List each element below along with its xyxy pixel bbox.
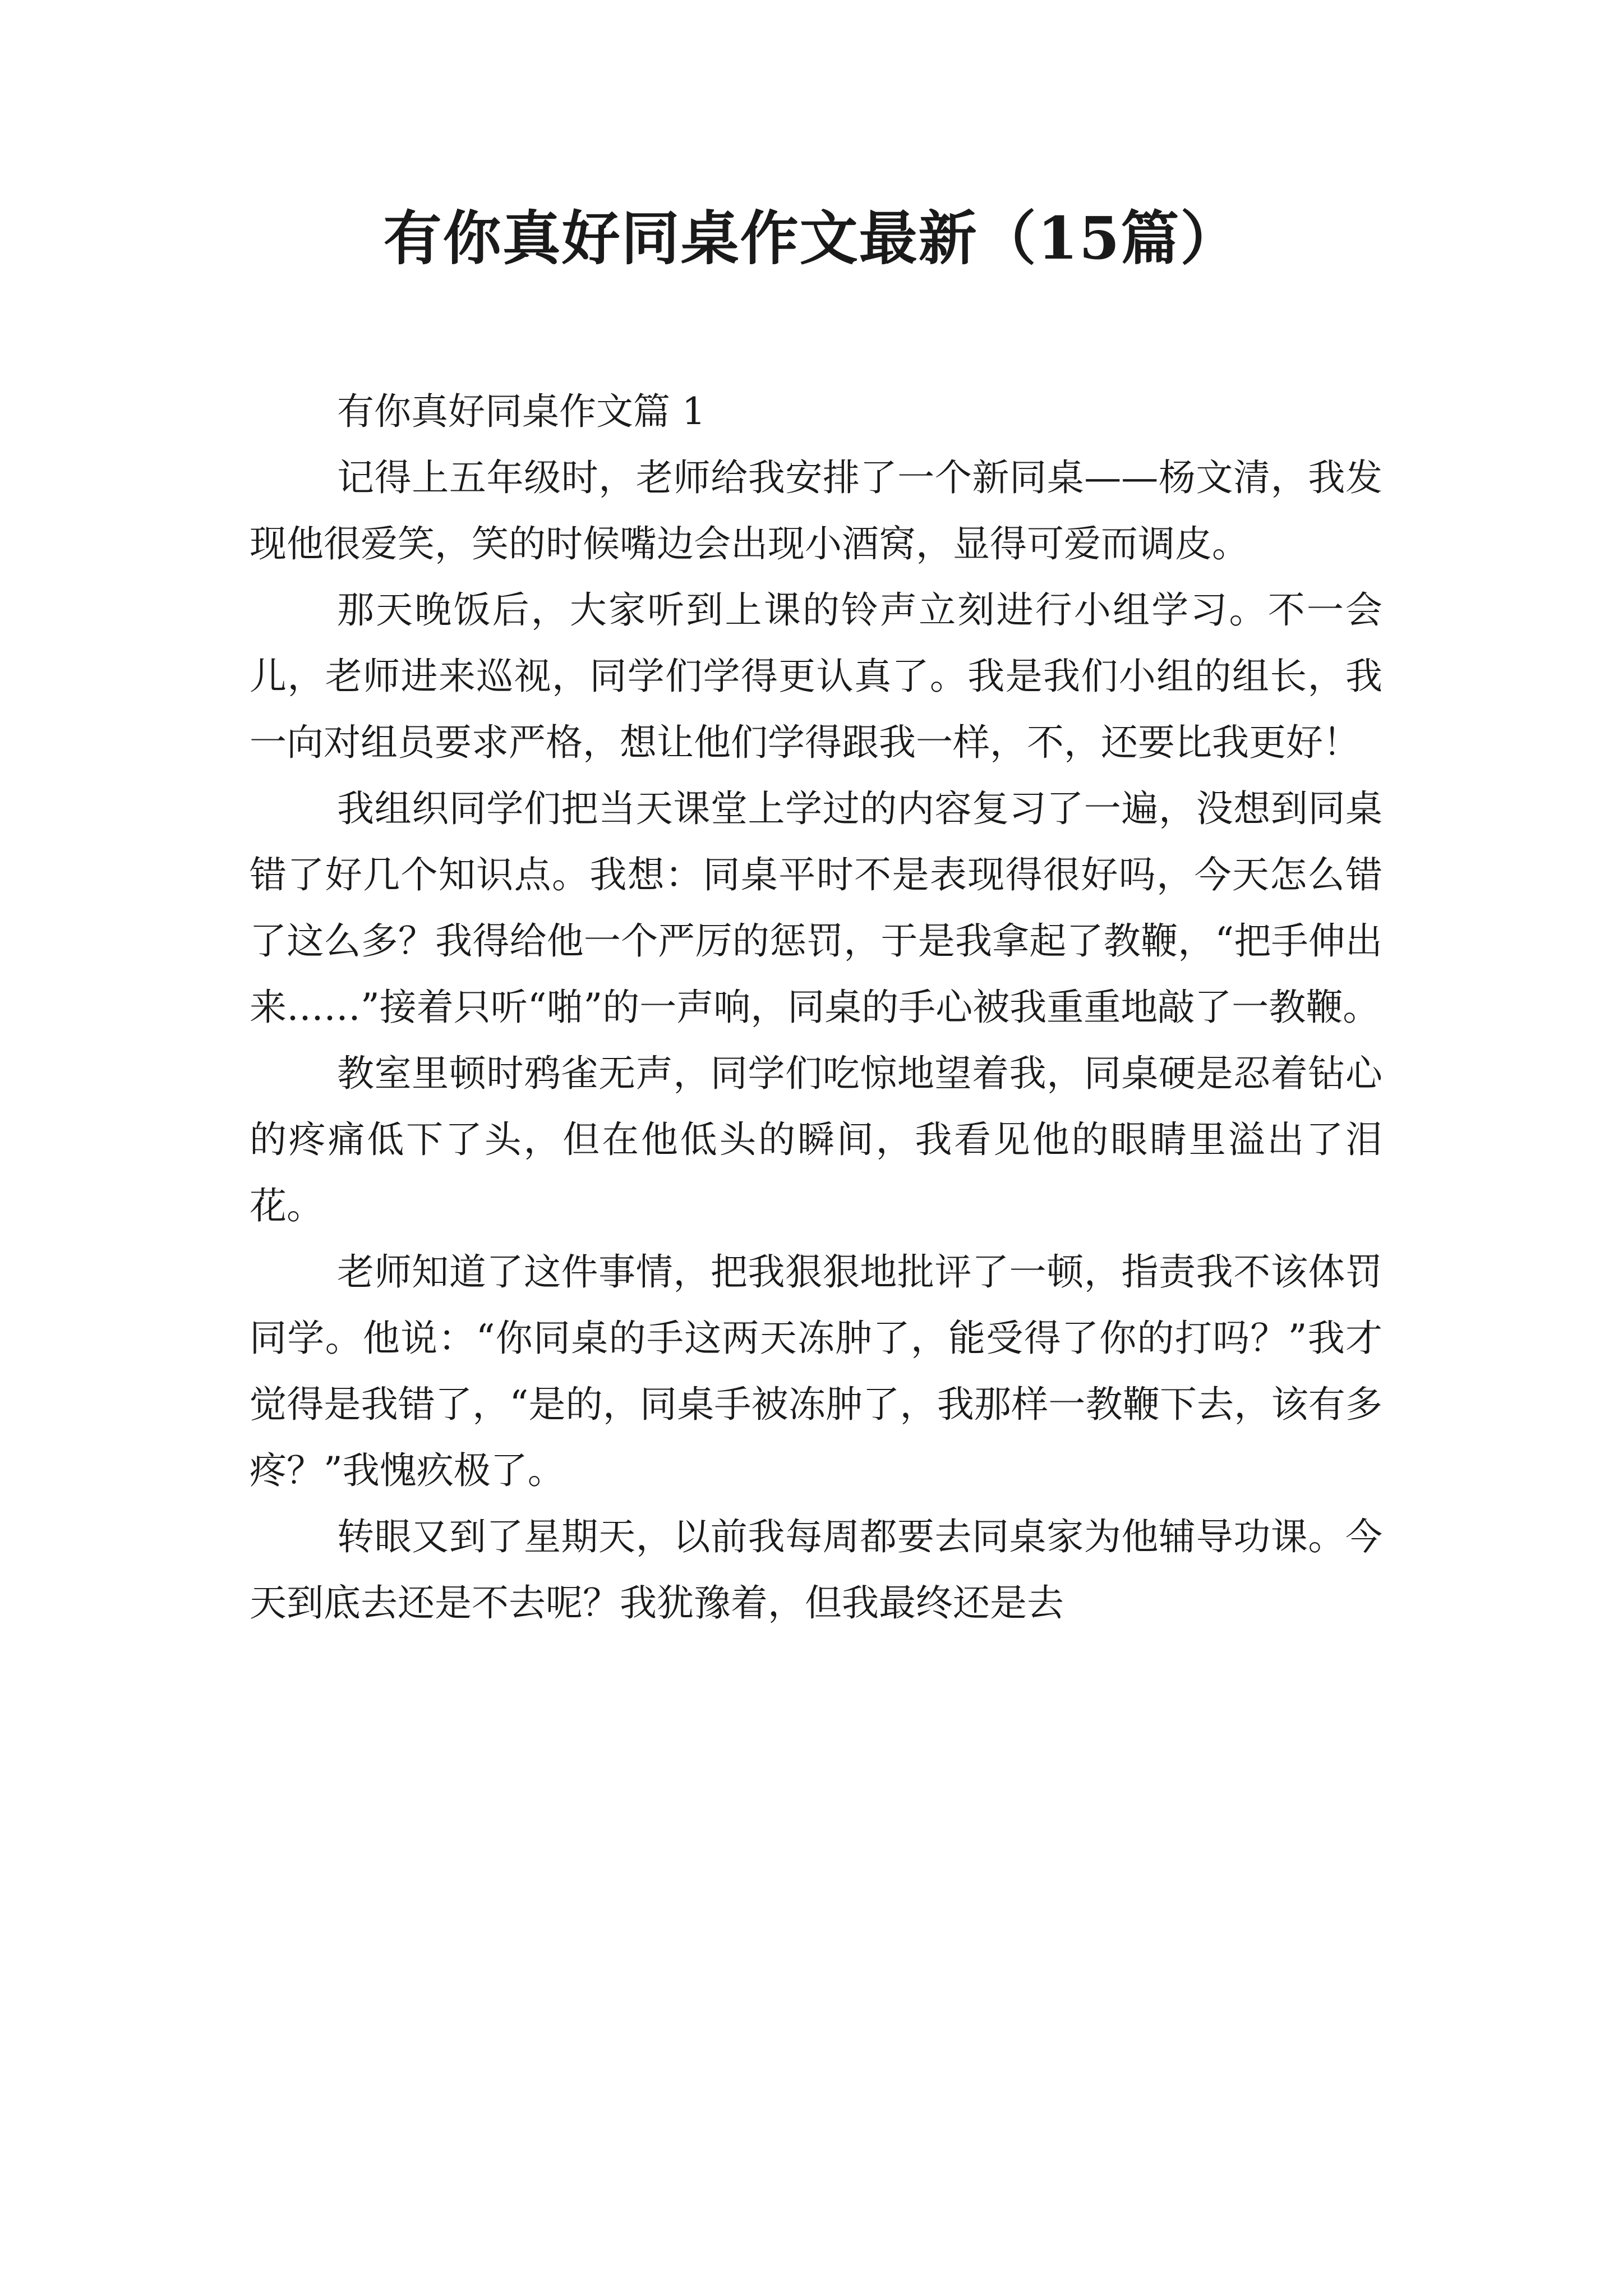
paragraph: 记得上五年级时，老师给我安排了一个新同桌——杨文清，我发现他很爱笑，笑的时候嘴边会出现小酒窝，显得可爱而调皮。 (250, 456, 1382, 565)
paragraph: 教室里顿时鸦雀无声，同学们吃惊地望着我，同桌硬是忍着钻心的疼痛低下了头，但在他低头的瞬间，我看见他的眼睛里溢出了泪花。 (250, 1052, 1382, 1227)
section-heading: 有你真好同桌作文篇 1 (337, 390, 706, 433)
document-body (250, 379, 1382, 1636)
paragraph: 我组织同学们把当天课堂上学过的内容复习了一遍，没想到同桌错了好几个知识点。我想：同桌平时不是表现得很好吗，今天怎么错了这么多？我得给他一个严厉的惩罚，于是我拿起了教鞭，“把手伸出来……”接着只听“啪”的一声响，同桌的手心被我重重地敲了一教鞭。 (250, 787, 1382, 1029)
paragraph: 那天晚饭后，大家听到上课的铃声立刻进行小组学习。不一会儿，老师进来巡视，同学们学得更认真了。我是我们小组的组长，我一向对组员要求严格，想让他们学得跟我一样，不，还要比我更好！ (250, 588, 1382, 764)
paragraph: 老师知道了这件事情，把我狠狠地批评了一顿，指责我不该体罚同学。他说：“你同桌的手这两天冻肿了，能受得了你的打吗？”我才觉得是我错了，“是的，同桌手被冻肿了，我那样一教鞭下去，该有多疼？”我愧疚极了。 (250, 1250, 1382, 1492)
paragraph: 转眼又到了星期天，以前我每周都要去同桌家为他辅导功课。今天到底去还是不去呢？我犹豫着，但我最终还是去 (250, 1515, 1382, 1625)
document-title: 有你真好同桌作文最新（15篇） (383, 204, 1240, 273)
